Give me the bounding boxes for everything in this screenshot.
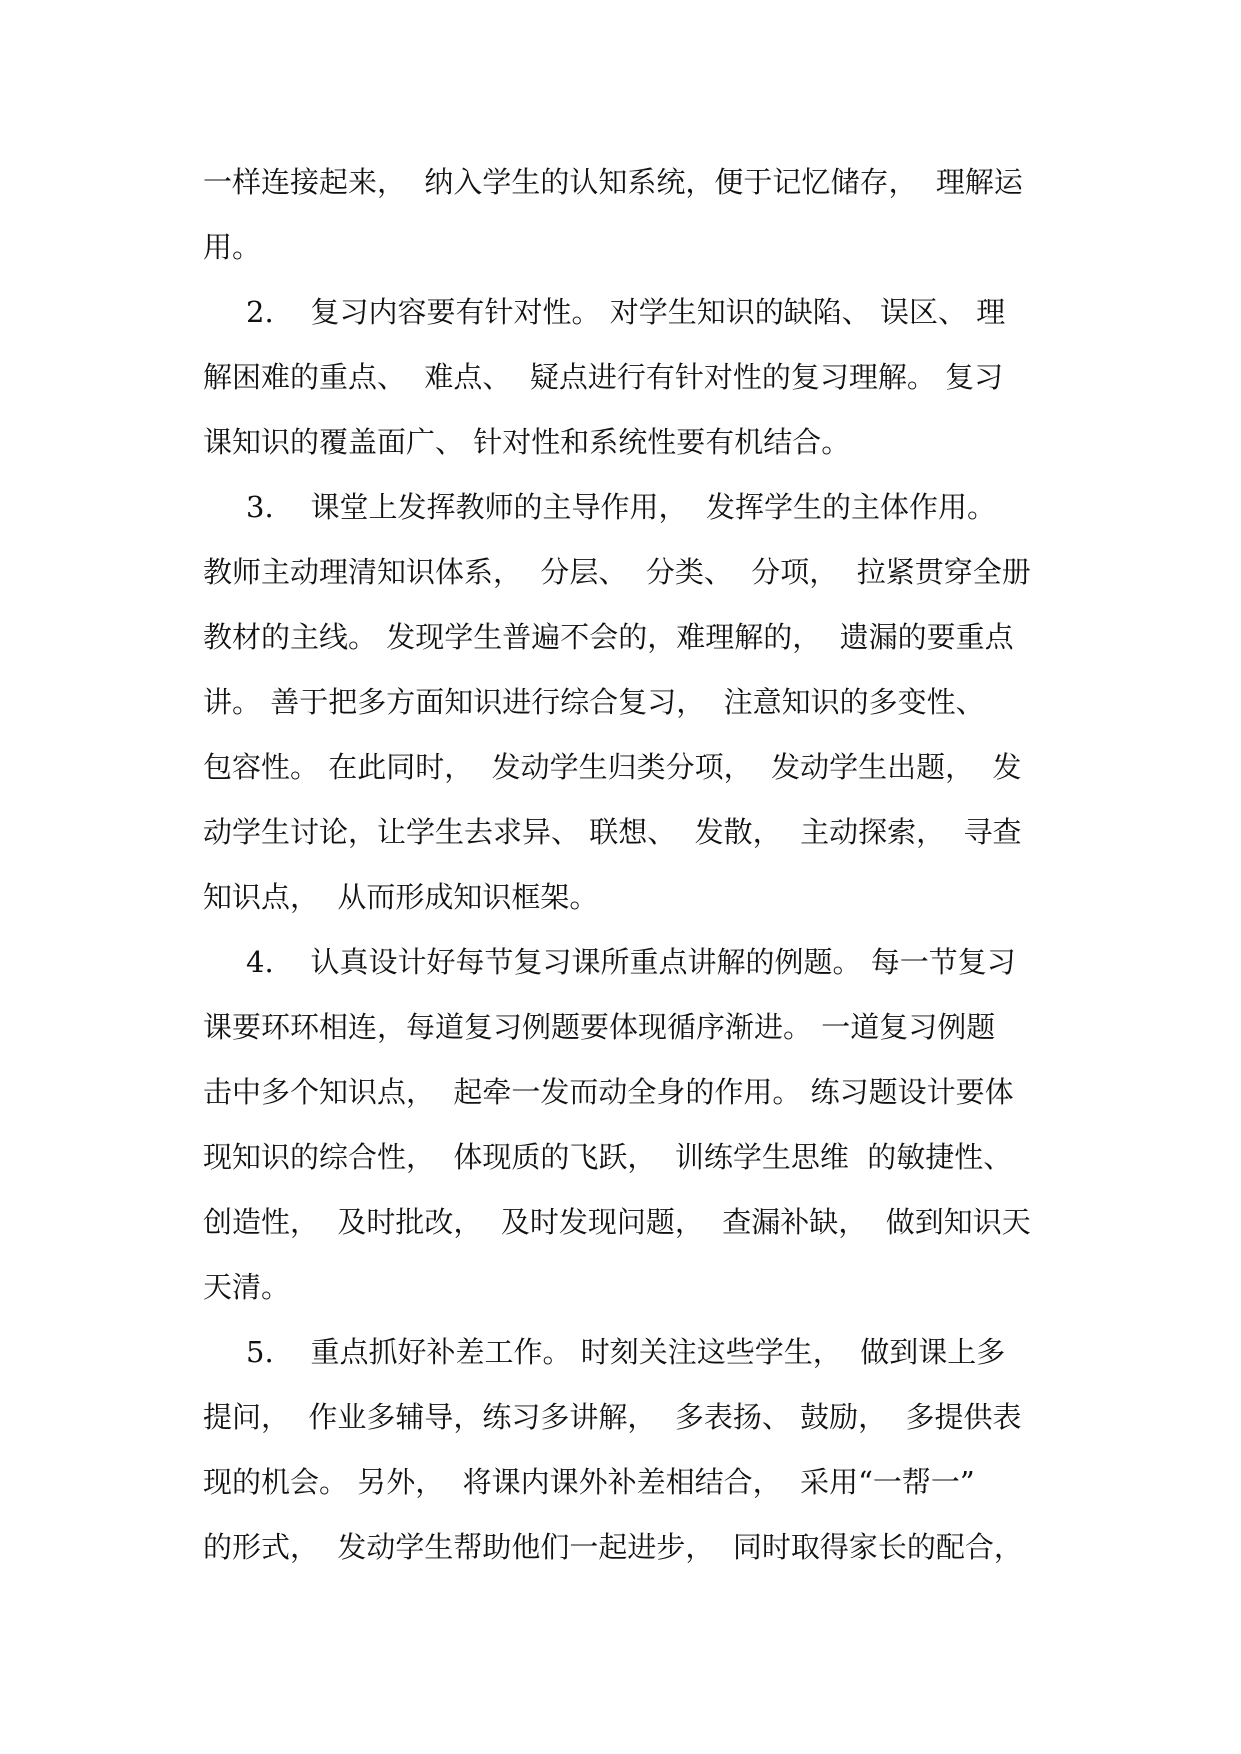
text-line: 创造性， 及时批改， 及时发现问题， 查漏补缺， 做到知识天 — [203, 1205, 1031, 1239]
text-line: 教师主动理清知识体系， 分层、 分类、 分项， 拉紧贯穿全册 — [203, 555, 1031, 589]
text-line: 包容性。 在此同时， 发动学生归类分项， 发动学生出题， 发 — [203, 750, 1022, 784]
text-line: 用。 — [203, 230, 262, 264]
text-line: 4. 认真设计好每节复习课所重点讲解的例题。 每一节复习 — [246, 945, 1016, 979]
text-line: 讲。 善于把多方面知识进行综合复习， 注意知识的多变性、 — [203, 685, 985, 719]
text-line: 现的机会。 另外， 将课内课外补差相结合， 采用“一帮一” — [203, 1465, 975, 1499]
text-line: 课知识的覆盖面广、 针对性和系统性要有机结合。 — [203, 425, 851, 459]
text-line: 现知识的综合性， 体现质的飞跃， 训练学生思维 的敏捷性、 — [203, 1140, 1013, 1174]
text-line: 课要环环相连，每道复习例题要体现循序渐进。 一道复习例题 — [203, 1010, 996, 1044]
text-line: 教材的主线。 发现学生普遍不会的，难理解的， 遗漏的要重点 — [203, 620, 1014, 654]
text-line: 知识点， 从而形成知识框架。 — [203, 880, 599, 914]
text-line: 击中多个知识点， 起牵一发而动全身的作用。 练习题设计要体 — [203, 1075, 1014, 1109]
body-text — [203, 150, 1083, 1580]
text-line: 动学生讨论，让学生去求异、 联想、 发散， 主动探索， 寻查 — [203, 815, 1022, 849]
text-line: 天清。 — [203, 1270, 291, 1304]
text-line: 一样连接起来， 纳入学生的认知系统，便于记忆储存， 理解运 — [203, 165, 1023, 199]
text-line: 的形式， 发动学生帮助他们一起进步， 同时取得家长的配合， — [203, 1530, 1023, 1564]
text-line: 3. 课堂上发挥教师的主导作用， 发挥学生的主体作用。 — [246, 490, 996, 524]
text-line: 2. 复习内容要有针对性。 对学生知识的缺陷、 误区、 理 — [246, 295, 1006, 329]
text-line: 5. 重点抓好补差工作。 时刻关注这些学生， 做到课上多 — [246, 1335, 1006, 1369]
text-line: 解困难的重点、 难点、 疑点进行有针对性的复习理解。 复习 — [203, 360, 1004, 394]
text-line: 提问， 作业多辅导，练习多讲解， 多表扬、 鼓励， 多提供表 — [203, 1400, 1022, 1434]
